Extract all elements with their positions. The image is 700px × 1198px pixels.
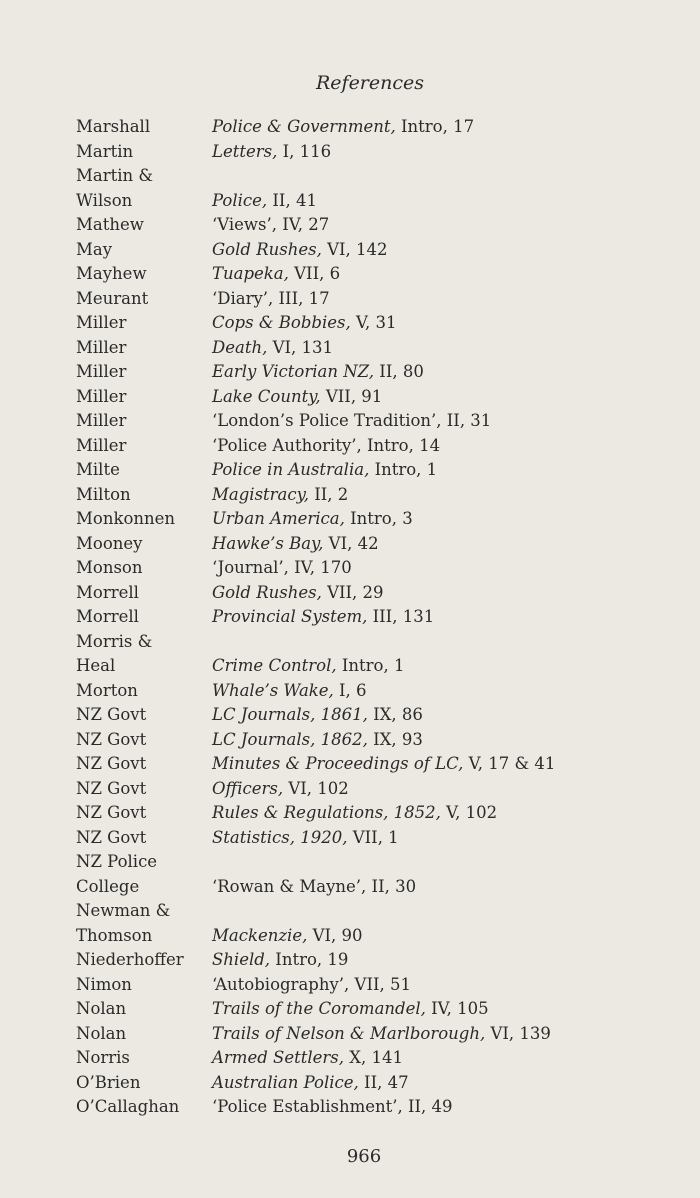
reference-row (76, 605, 666, 630)
reference-citation: ‘Diary’, III, 17 (212, 288, 330, 308)
reference-entry (212, 581, 666, 606)
reference-citation: VII, 1 (347, 827, 399, 847)
reference-row (76, 115, 666, 140)
reference-title: LC Journals, 1861, (212, 705, 368, 724)
reference-title: Magistracy, (212, 484, 310, 504)
reference-author: Miller (76, 435, 127, 455)
reference-row (76, 899, 666, 948)
reference-row (76, 483, 666, 508)
reference-author: Miller (76, 386, 127, 406)
reference-citation: VII, 6 (288, 264, 341, 283)
reference-row (76, 556, 666, 581)
references-list (76, 115, 666, 1120)
reference-citation: ‘Police Establishment’, II, 49 (212, 1097, 453, 1116)
reference-title: Mackenzie, (212, 925, 308, 945)
reference-row (76, 458, 666, 483)
reference-citation: ‘Rowan & Mayne’, II, 30 (212, 876, 417, 896)
reference-title: Letters, (212, 141, 278, 161)
reference-row (76, 581, 666, 606)
reference-entry (212, 1071, 666, 1096)
reference-entry (212, 311, 666, 336)
reference-entry (212, 507, 666, 532)
reference-title: Death, (212, 337, 268, 357)
reference-title: Officers, (212, 778, 284, 798)
reference-author: NZ Police College (76, 852, 158, 896)
reference-citation: VI, 131 (267, 337, 334, 357)
reference-entry (212, 287, 666, 312)
reference-row (76, 385, 666, 410)
reference-citation: V, 102 (440, 803, 498, 822)
reference-entry (212, 434, 666, 459)
reference-citation: ‘London’s Police Tradition’, II, 31 (212, 411, 492, 430)
reference-row (76, 850, 666, 899)
reference-entry (212, 115, 666, 140)
reference-entry (212, 826, 666, 851)
reference-entry (212, 164, 666, 213)
reference-author: Milte (76, 460, 120, 479)
reference-row (76, 213, 666, 238)
page-header: References (315, 72, 425, 94)
reference-title: Police, (212, 190, 268, 210)
reference-entry (212, 336, 666, 361)
reference-citation: VI, 139 (485, 1023, 551, 1043)
reference-entry (212, 630, 666, 679)
reference-entry (212, 728, 666, 753)
reference-author: May (76, 239, 113, 259)
reference-author: Miller (76, 337, 127, 357)
reference-entry (212, 483, 666, 508)
reference-citation: ‘Views’, IV, 27 (212, 215, 330, 234)
reference-author: Miller (76, 362, 127, 381)
reference-title: Police & Government, (212, 117, 396, 136)
reference-row (76, 262, 666, 287)
reference-row (76, 997, 666, 1022)
reference-entry (212, 997, 666, 1022)
reference-title: LC Journals, 1862, (212, 729, 368, 749)
reference-citation: V, 31 (350, 313, 397, 332)
page-number: 966 (346, 1146, 382, 1167)
reference-citation: IX, 86 (367, 705, 423, 724)
reference-row (76, 532, 666, 557)
reference-title: Hawke’s Bay, (212, 533, 324, 553)
reference-citation: II, 80 (374, 362, 424, 381)
reference-author: Morton (76, 680, 138, 700)
reference-row (76, 287, 666, 312)
reference-row (76, 1022, 666, 1047)
reference-row (76, 409, 666, 434)
reference-title: Statistics, 1920, (212, 827, 348, 847)
reference-entry (212, 605, 666, 630)
reference-citation: Intro, 17 (395, 117, 475, 136)
reference-author: NZ Govt (76, 803, 147, 822)
reference-row (76, 728, 666, 753)
reference-entry (212, 556, 666, 581)
reference-citation: Intro, 1 (369, 460, 438, 479)
reference-citation: VI, 142 (321, 239, 388, 259)
reference-citation: VI, 42 (323, 533, 379, 553)
reference-author: Nimon (76, 974, 132, 994)
reference-entry (212, 777, 666, 802)
reference-row (76, 360, 666, 385)
reference-entry (212, 458, 666, 483)
reference-title: Tuapeka, (212, 264, 289, 283)
reference-row (76, 679, 666, 704)
reference-citation: I, 6 (333, 680, 367, 700)
reference-row (76, 1046, 666, 1071)
reference-author: Mooney (76, 533, 143, 553)
reference-author: NZ Govt (76, 827, 147, 847)
reference-entry (212, 1095, 666, 1120)
reference-author: NZ Govt (76, 778, 147, 798)
reference-row (76, 336, 666, 361)
reference-entry (212, 238, 666, 263)
reference-author: O’Brien (76, 1072, 141, 1092)
reference-author: Monkonnen (76, 509, 176, 528)
reference-citation: X, 141 (344, 1048, 403, 1067)
reference-author: Niederhoffer (76, 950, 184, 969)
reference-entry (212, 385, 666, 410)
reference-row (76, 826, 666, 851)
reference-title: Minutes & Proceedings of LC, (212, 754, 464, 773)
reference-author: O’Callaghan (76, 1097, 180, 1116)
reference-row (76, 507, 666, 532)
reference-citation: VI, 102 (283, 778, 349, 798)
reference-author: Morrell (76, 582, 139, 602)
reference-author: Newman & Thomson (76, 901, 171, 945)
reference-citation: IX, 93 (367, 729, 423, 749)
reference-citation: V, 17 & 41 (463, 754, 556, 773)
reference-entry (212, 703, 666, 728)
reference-entry (212, 409, 666, 434)
reference-title: Crime Control, (212, 656, 337, 675)
reference-author: Miller (76, 313, 127, 332)
reference-citation: II, 47 (358, 1072, 409, 1092)
reference-entry (212, 140, 666, 165)
reference-entry (212, 850, 666, 899)
reference-author: NZ Govt (76, 729, 147, 749)
reference-author: Martin (76, 141, 134, 161)
reference-row (76, 630, 666, 679)
reference-row (76, 1071, 666, 1096)
reference-title: Urban America, (212, 509, 345, 528)
reference-citation: VII, 91 (320, 386, 383, 406)
reference-author: Norris (76, 1048, 130, 1067)
reference-author: Nolan (76, 999, 127, 1018)
reference-entry (212, 948, 666, 973)
reference-row (76, 311, 666, 336)
reference-title: Gold Rushes, (212, 239, 322, 259)
reference-author: Miller (76, 411, 127, 430)
reference-entry (212, 752, 666, 777)
reference-row (76, 801, 666, 826)
reference-author: NZ Govt (76, 705, 147, 724)
reference-entry (212, 679, 666, 704)
reference-entry (212, 801, 666, 826)
reference-author: Meurant (76, 288, 149, 308)
reference-title: Lake County, (212, 386, 321, 406)
reference-title: Cops & Bobbies, (212, 313, 351, 332)
reference-row (76, 164, 666, 213)
reference-citation: II, 41 (267, 190, 317, 210)
reference-author: Nolan (76, 1023, 127, 1043)
reference-title: Police in Australia, (212, 460, 370, 479)
reference-citation: VII, 29 (321, 582, 384, 602)
reference-citation: III, 131 (367, 607, 435, 626)
reference-citation: Intro, 3 (344, 509, 413, 528)
reference-author: Marshall (76, 117, 151, 136)
reference-citation: I, 116 (277, 141, 332, 161)
reference-citation: Intro, 1 (336, 656, 405, 675)
reference-title: Rules & Regulations, 1852, (212, 803, 441, 822)
reference-entry (212, 262, 666, 287)
reference-citation: ‘Autobiography’, VII, 51 (212, 974, 411, 994)
reference-title: Whale’s Wake, (212, 680, 334, 700)
reference-author: Mayhew (76, 264, 147, 283)
reference-title: Provincial System, (212, 607, 368, 626)
reference-citation: ‘Police Authority’, Intro, 14 (212, 435, 441, 455)
reference-title: Early Victorian NZ, (212, 362, 375, 381)
reference-citation: II, 2 (309, 484, 349, 504)
reference-author: Milton (76, 484, 131, 504)
reference-author: Monson (76, 558, 143, 577)
reference-row (76, 140, 666, 165)
reference-title: Trails of the Coromandel, (212, 999, 426, 1018)
reference-citation: ‘Journal’, IV, 170 (212, 558, 352, 577)
reference-author: Morris & Heal (76, 631, 153, 675)
reference-row (76, 777, 666, 802)
reference-citation: VI, 90 (307, 925, 363, 945)
reference-entry (212, 973, 666, 998)
reference-row (76, 238, 666, 263)
reference-title: Armed Settlers, (212, 1048, 344, 1067)
reference-entry (212, 899, 666, 948)
reference-author: Martin & Wilson (76, 166, 154, 210)
reference-entry (212, 213, 666, 238)
reference-row (76, 703, 666, 728)
reference-citation: Intro, 19 (270, 950, 349, 969)
reference-row (76, 752, 666, 777)
reference-author: Morrell (76, 607, 139, 626)
reference-row (76, 434, 666, 459)
reference-title: Shield, (212, 950, 271, 969)
reference-entry (212, 532, 666, 557)
reference-row (76, 973, 666, 998)
reference-title: Australian Police, (212, 1072, 359, 1092)
reference-entry (212, 360, 666, 385)
reference-entry (212, 1022, 666, 1047)
reference-title: Gold Rushes, (212, 582, 322, 602)
reference-row (76, 948, 666, 973)
reference-author: Mathew (76, 215, 144, 234)
reference-title: Trails of Nelson & Marlborough, (212, 1023, 486, 1043)
reference-entry (212, 1046, 666, 1071)
reference-author: NZ Govt (76, 754, 147, 773)
reference-citation: IV, 105 (425, 999, 489, 1018)
reference-row (76, 1095, 666, 1120)
